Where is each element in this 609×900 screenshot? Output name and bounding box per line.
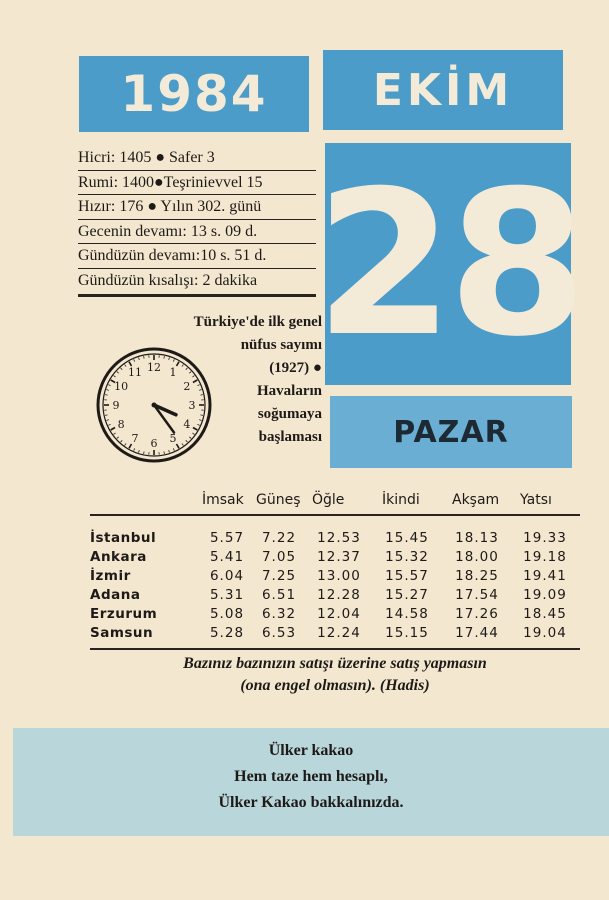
header-yatsi: Yatsı [520, 492, 552, 508]
event-line: soğumaya [257, 406, 322, 422]
city-name: Erzurum [90, 606, 158, 622]
time-aksam: 18.00 [455, 549, 499, 565]
time-ikindi: 15.15 [385, 625, 429, 641]
time-yatsi: 19.41 [523, 568, 567, 584]
clock-tick [200, 395, 202, 396]
time-imsak: 5.41 [209, 549, 245, 565]
time-gunes: 7.05 [261, 549, 297, 565]
clock-number: 9 [112, 399, 120, 412]
weekday-box [330, 396, 572, 468]
clock-number: 8 [117, 418, 125, 431]
time-imsak: 5.08 [209, 606, 245, 622]
event-line: Havaların [256, 383, 322, 399]
time-ikindi: 15.57 [385, 568, 429, 584]
day-number: 28 [314, 147, 582, 381]
event-line: başlaması [258, 429, 322, 445]
table-row [90, 625, 580, 643]
time-ikindi: 15.45 [385, 530, 429, 546]
time-yatsi: 19.04 [523, 625, 567, 641]
city-name: Ankara [90, 549, 147, 565]
year-box [79, 56, 309, 132]
clock-number: 11 [128, 366, 142, 380]
ad-line: Ülker Kakao bakkalınızda. [218, 794, 404, 811]
time-ogle: 12.24 [317, 625, 361, 641]
time-yatsi: 19.09 [523, 587, 567, 603]
city-name: Samsun [90, 625, 154, 641]
clock-tick [105, 415, 107, 416]
month: EKİM [372, 64, 514, 116]
time-aksam: 18.25 [455, 568, 499, 584]
time-imsak: 5.28 [209, 625, 245, 641]
time-ikindi: 15.27 [385, 587, 429, 603]
city-name: İstanbul [90, 530, 157, 546]
ad-line: Ülker kakao [268, 742, 354, 759]
table-row [90, 587, 580, 605]
header-ikindi: İkindi [382, 492, 420, 508]
time-aksam: 17.44 [455, 625, 499, 641]
time-imsak: 5.31 [209, 587, 245, 603]
info-hicri: Hicri: 1405 ● Safer 3 [78, 146, 316, 171]
clock-number: 7 [131, 431, 139, 445]
clock-number: 1 [169, 366, 177, 380]
time-yatsi: 18.45 [523, 606, 567, 622]
clock-center [152, 403, 157, 408]
table-row [90, 568, 580, 586]
hadith-quote [90, 653, 580, 697]
clock-tick [200, 415, 202, 416]
clock-number: 3 [188, 399, 196, 412]
clock-icon [94, 346, 214, 464]
time-imsak: 5.57 [209, 530, 245, 546]
info-day-shortening: Gündüzün kısalışı: 2 dakika [78, 269, 316, 298]
event-line: (1927) ● [269, 360, 322, 376]
time-ikindi: 14.58 [385, 606, 429, 622]
time-gunes: 7.25 [261, 568, 297, 584]
info-rumi: Rumi: 1400●Teşrinievvel 15 [78, 171, 316, 196]
quote-line: Bazınız bazınızın satışı üzerine satış yapmasın [183, 655, 487, 672]
clock-tick [144, 451, 145, 453]
time-gunes: 7.22 [261, 530, 297, 546]
day-box [314, 143, 582, 385]
info-hizir: Hızır: 176 ● Yılın 302. günü [78, 195, 316, 220]
time-yatsi: 19.18 [523, 549, 567, 565]
table-row [90, 530, 580, 548]
ad-line: Hem taze hem hesaplı, [234, 768, 388, 785]
time-gunes: 6.51 [261, 587, 297, 603]
time-ogle: 12.37 [317, 549, 361, 565]
month-box [323, 50, 563, 130]
event-line: Türkiye'de ilk genel [193, 314, 322, 330]
calendar-info [78, 146, 316, 297]
time-gunes: 6.32 [261, 606, 297, 622]
clock-tick [164, 356, 165, 358]
time-yatsi: 19.33 [523, 530, 567, 546]
time-ogle: 12.53 [317, 530, 361, 546]
table-header [90, 486, 580, 516]
clock-tick [105, 395, 107, 396]
table-bottom-rule [90, 648, 580, 650]
time-ogle: 12.28 [317, 587, 361, 603]
clock-number: 6 [150, 437, 158, 450]
header-gunes: Güneş [256, 492, 301, 508]
year: 1984 [120, 65, 268, 123]
time-ogle: 13.00 [317, 568, 361, 584]
clock-number: 4 [183, 418, 191, 431]
clock-number: 5 [169, 431, 177, 445]
advertisement-band [13, 728, 609, 836]
time-ikindi: 15.32 [385, 549, 429, 565]
time-imsak: 6.04 [209, 568, 245, 584]
quote-line: (ona engel olmasın). (Hadis) [240, 677, 430, 694]
header-imsak: İmsak [202, 492, 244, 508]
time-gunes: 6.53 [261, 625, 297, 641]
time-aksam: 18.13 [455, 530, 499, 546]
time-ogle: 12.04 [317, 606, 361, 622]
info-night-length: Gecenin devamı: 13 s. 09 d. [78, 220, 316, 245]
header-ogle: Öğle [312, 492, 345, 508]
city-name: Adana [90, 587, 141, 603]
clock-tick [164, 451, 165, 453]
clock-number: 2 [183, 380, 191, 393]
event-line: nüfus sayımı [240, 337, 322, 353]
clock-tick [144, 356, 145, 358]
time-aksam: 17.26 [455, 606, 499, 622]
time-aksam: 17.54 [455, 587, 499, 603]
table-row [90, 549, 580, 567]
weekday: PAZAR [393, 414, 509, 450]
clock-number: 12 [147, 361, 161, 374]
city-name: İzmir [90, 568, 131, 584]
clock-number: 10 [114, 380, 129, 393]
table-row [90, 606, 580, 624]
info-day-length: Gündüzün devamı:10 s. 51 d. [78, 244, 316, 269]
header-aksam: Akşam [452, 492, 500, 508]
